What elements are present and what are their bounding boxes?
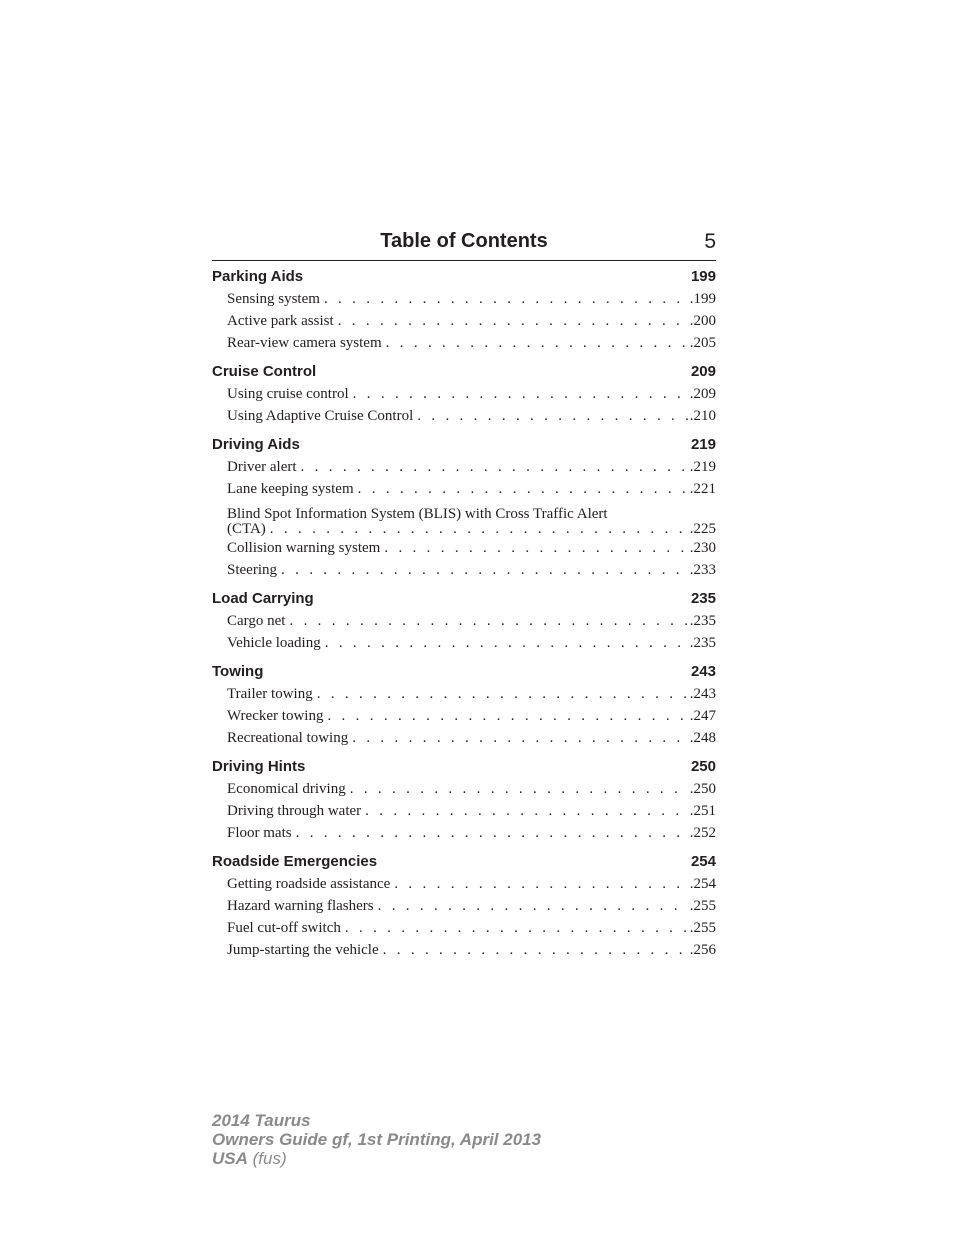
- section-heading[interactable]: [212, 266, 716, 288]
- toc-section-roadside-emergencies: [212, 851, 716, 961]
- entry-page: .233: [689, 562, 716, 578]
- footer-edition: Owners Guide gf, 1st Printing, April 2013: [212, 1130, 542, 1149]
- entry-page: .225: [689, 521, 716, 537]
- entry-label-line2: (CTA): [227, 521, 266, 537]
- section-title: Towing: [212, 663, 264, 680]
- toc-entry[interactable]: [212, 310, 716, 332]
- toc-entry[interactable]: [212, 778, 716, 800]
- entry-page: .200: [689, 313, 716, 329]
- dot-leader: [345, 917, 688, 939]
- toc-entry[interactable]: [212, 939, 716, 961]
- section-heading[interactable]: [212, 756, 716, 778]
- entry-page: .255: [689, 920, 716, 936]
- dot-leader: [301, 456, 688, 478]
- entry-page: .210: [689, 408, 716, 424]
- section-page: 254: [690, 853, 716, 870]
- dot-leader: [378, 895, 688, 917]
- entry-label: Sensing system: [227, 291, 320, 307]
- toc-entry[interactable]: [212, 478, 716, 500]
- toc-entry[interactable]: [212, 800, 716, 822]
- dot-leader: [384, 537, 687, 559]
- dot-leader: [353, 383, 688, 405]
- dot-leader: [324, 288, 688, 310]
- entry-label: Using cruise control: [227, 386, 349, 402]
- dot-leader: [338, 310, 688, 332]
- section-page: 209: [690, 363, 716, 380]
- toc-section-load-carrying: [212, 588, 716, 654]
- entry-page: .254: [689, 876, 716, 892]
- entry-label: Trailer towing: [227, 686, 313, 702]
- entry-page: .205: [689, 335, 716, 351]
- toc-entry[interactable]: [212, 683, 716, 705]
- section-page: 199: [690, 268, 716, 285]
- toc-entry[interactable]: [212, 917, 716, 939]
- toc-entry[interactable]: [212, 456, 716, 478]
- dot-leader: [296, 822, 688, 844]
- entry-label: Using Adaptive Cruise Control: [227, 408, 414, 424]
- section-title: Roadside Emergencies: [212, 853, 378, 870]
- toc-entry[interactable]: [212, 405, 716, 427]
- dot-leader: [352, 727, 688, 749]
- section-heading[interactable]: [212, 434, 716, 456]
- toc-entry[interactable]: [212, 727, 716, 749]
- section-heading[interactable]: [212, 361, 716, 383]
- toc-section-driving-aids: [212, 434, 716, 581]
- section-title: Cruise Control: [212, 363, 317, 380]
- page-title: Table of Contents: [380, 230, 548, 252]
- dot-leader: [383, 939, 688, 961]
- entry-page: .252: [689, 825, 716, 841]
- page-number: 5: [704, 230, 716, 253]
- section-heading[interactable]: [212, 851, 716, 873]
- entry-label: Vehicle loading: [227, 635, 321, 651]
- section-heading[interactable]: [212, 588, 716, 610]
- dot-leader: [317, 683, 688, 705]
- dot-leader: [289, 610, 687, 632]
- entry-label: Wrecker towing: [227, 708, 324, 724]
- toc-entry[interactable]: [212, 332, 716, 354]
- toc-entry[interactable]: [212, 383, 716, 405]
- entry-label: Driving through water: [227, 803, 362, 819]
- dot-leader: [270, 522, 688, 537]
- dot-leader: [365, 800, 688, 822]
- dot-leader: [327, 705, 687, 727]
- section-title: Load Carrying: [212, 590, 314, 607]
- entry-label: Getting roadside assistance: [227, 876, 391, 892]
- toc-entry[interactable]: [212, 822, 716, 844]
- entry-label: Recreational towing: [227, 730, 349, 746]
- entry-page: .255: [689, 898, 716, 914]
- entry-label: Jump-starting the vehicle: [227, 942, 379, 958]
- dot-leader: [394, 873, 687, 895]
- toc-entry[interactable]: [212, 537, 716, 559]
- section-page: 243: [690, 663, 716, 680]
- dot-leader: [281, 559, 688, 581]
- toc-section-towing: [212, 661, 716, 749]
- entry-page: .209: [689, 386, 716, 402]
- toc-entry[interactable]: [212, 559, 716, 581]
- toc-entry[interactable]: [212, 288, 716, 310]
- entry-label: Floor mats: [227, 825, 292, 841]
- toc-entry[interactable]: [212, 705, 716, 727]
- section-title: Driving Aids: [212, 436, 300, 453]
- entry-label: Active park assist: [227, 313, 334, 329]
- entry-label: Economical driving: [227, 781, 346, 797]
- dot-leader: [325, 632, 688, 654]
- page-footer: [212, 1111, 541, 1168]
- dot-leader: [358, 478, 688, 500]
- dot-leader: [386, 332, 688, 354]
- entry-page: .248: [689, 730, 716, 746]
- entry-label: Driver alert: [227, 459, 297, 475]
- entry-label-line1: Blind Spot Information System (BLIS) with Cross Traffic Alert: [227, 506, 608, 522]
- toc-entry[interactable]: [212, 610, 716, 632]
- entry-page: .251: [689, 803, 716, 819]
- entry-label: Fuel cut-off switch: [227, 920, 341, 936]
- toc-entry[interactable]: [212, 873, 716, 895]
- entry-page: .256: [689, 942, 716, 958]
- entry-label: Steering: [227, 562, 277, 578]
- toc-section-parking-aids: [212, 266, 716, 354]
- entry-page: .235: [689, 613, 716, 629]
- toc-entry[interactable]: [212, 632, 716, 654]
- entry-page: .247: [689, 708, 716, 724]
- section-heading[interactable]: [212, 661, 716, 683]
- entry-label: Rear-view camera system: [227, 335, 382, 351]
- footer-region: [212, 1149, 541, 1168]
- toc-section-cruise-control: [212, 361, 716, 427]
- entry-label-wrap: [227, 507, 716, 537]
- section-page: 219: [690, 436, 716, 453]
- entry-page: .235: [689, 635, 716, 651]
- footer-region-code: USA: [212, 1149, 248, 1168]
- entry-label-last: [227, 522, 716, 537]
- entry-page: .230: [689, 540, 716, 556]
- dot-leader: [417, 405, 688, 427]
- entry-page: .221: [689, 481, 716, 497]
- section-title: Driving Hints: [212, 758, 306, 775]
- dot-leader: [350, 778, 688, 800]
- entry-label: Cargo net: [227, 613, 286, 629]
- section-page: 235: [690, 590, 716, 607]
- entry-page: .219: [689, 459, 716, 475]
- section-page: 250: [690, 758, 716, 775]
- entry-label: Collision warning system: [227, 540, 381, 556]
- page-header: [212, 228, 716, 261]
- footer-model: 2014 Taurus: [212, 1111, 311, 1130]
- table-of-contents: [212, 266, 716, 968]
- section-title: Parking Aids: [212, 268, 304, 285]
- entry-page: .243: [689, 686, 716, 702]
- entry-label: Lane keeping system: [227, 481, 354, 497]
- entry-page: .250: [689, 781, 716, 797]
- toc-entry[interactable]: [212, 500, 716, 537]
- footer-region-suffix: (fus): [252, 1149, 287, 1168]
- entry-page: .199: [689, 291, 716, 307]
- toc-entry[interactable]: [212, 895, 716, 917]
- toc-section-driving-hints: [212, 756, 716, 844]
- entry-label: Hazard warning flashers: [227, 898, 374, 914]
